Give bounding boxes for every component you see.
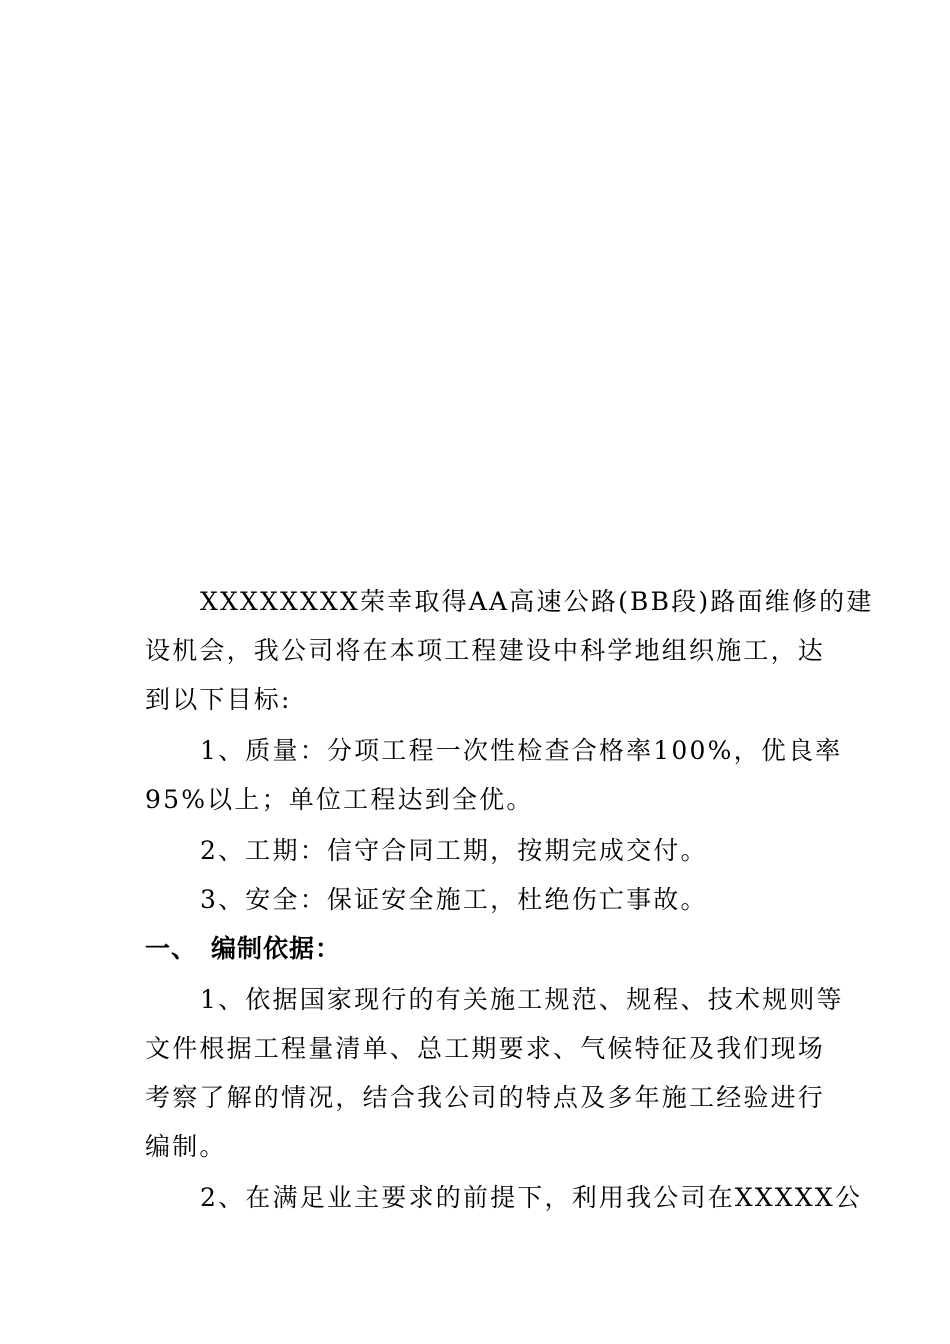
basis-item-1-line-4: 编制。	[145, 1132, 227, 1161]
goal-quality-line-2: 95%以上；单位工程达到全优。	[145, 785, 534, 814]
basis-item-2-line-1: 2、在满足业主要求的前提下，利用我公司在XXXXX公	[200, 1183, 863, 1212]
basis-item-1-line-3: 考察了解的情况，结合我公司的特点及多年施工经验进行	[145, 1083, 826, 1112]
goal-schedule: 2、工期：信守合同工期，按期完成交付。	[200, 836, 708, 865]
section-number: 一、	[145, 934, 198, 963]
intro-paragraph-line-1: XXXXXXXX荣幸取得AA高速公路(BB段)路面维修的建	[200, 587, 874, 616]
intro-paragraph-line-2: 设机会，我公司将在本项工程建设中科学地组织施工，达	[145, 636, 826, 665]
basis-item-1-line-1: 1、依据国家现行的有关施工规范、规程、技术规则等	[200, 985, 844, 1014]
section-heading	[145, 929, 810, 969]
goal-quality-line-1: 1、质量：分项工程一次性检查合格率100%，优良率	[200, 736, 843, 765]
basis-item-1-line-2: 文件根据工程量清单、总工期要求、气候特征及我们现场	[145, 1034, 826, 1063]
intro-paragraph-line-3: 到以下目标:	[145, 685, 292, 714]
goal-safety: 3、安全：保证安全施工，杜绝伤亡事故。	[200, 885, 708, 914]
section-title: 编制依据：	[211, 934, 342, 963]
